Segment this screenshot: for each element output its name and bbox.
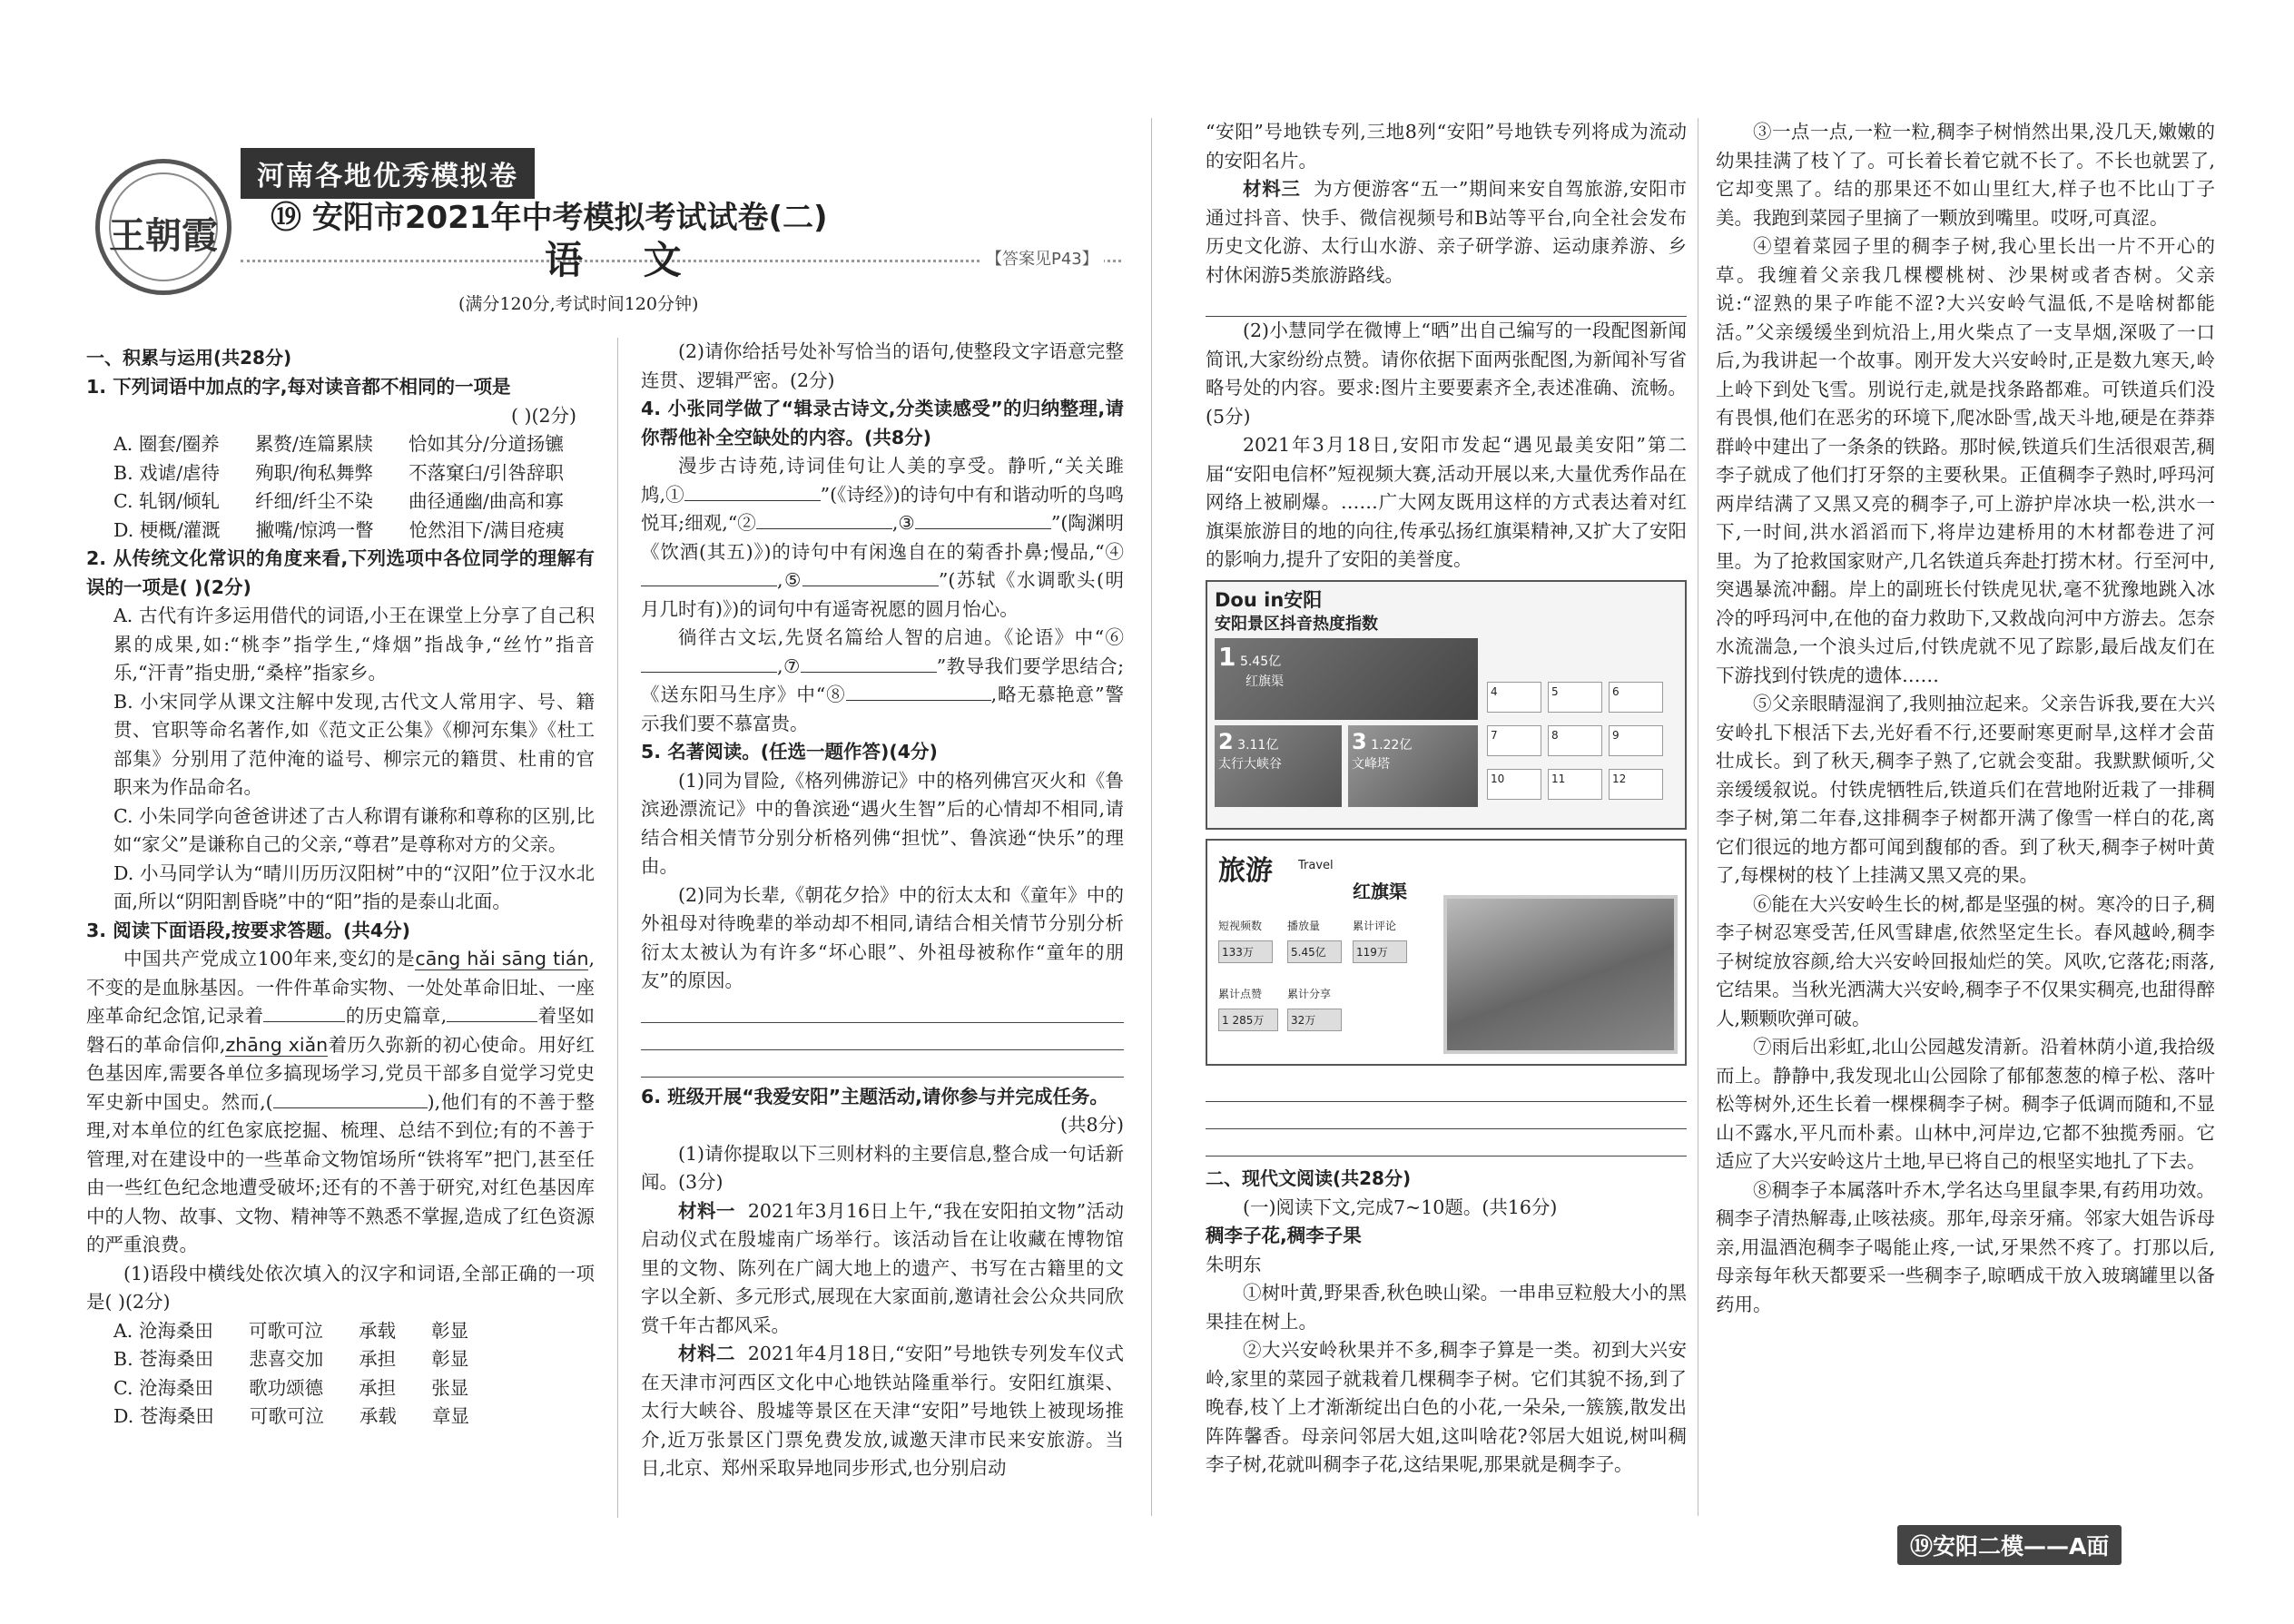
answer-line[interactable] <box>641 1023 1124 1050</box>
essay-paragraph-6: ⑥能在大兴安岭生长的树,都是坚强的树。寒冷的日子,稠李子树忍寒受苦,任风雪肆虐,依然坚定生长。春风越岭,稠李子树绽放容颜,给大兴安岭回报灿烂的笑。风吹,它落花;雨落,它结果。当秋光洒满大兴安岭,稠李子不仅果实稠亮,也甜得醉人,颗颗吹弹可破。 <box>1716 892 2215 1029</box>
answer-line[interactable] <box>1206 290 1687 317</box>
stat-label: 播放量 <box>1287 919 1321 932</box>
option-d: D. 苍海桑田 可歌可泣 承载 章显 <box>113 1405 470 1427</box>
section-title-2: 二、现代文阅读(共28分) <box>1206 1166 1412 1189</box>
question-3-sub-1: (1)语段中横线处依次填入的汉字和词语,全部正确的一项是( )(2分) <box>86 1262 595 1313</box>
essay-title: 稠李子花,稠李子果 <box>1206 1225 1362 1246</box>
material-3: 材料三 为方便游客“五一”期间来安自驾旅游,安阳市通过抖音、快手、微信视频号和B站等平台,向全社会发布历史文化游、太行山水游、亲子研学游、运动康养游、乡村休闲游5类旅游路线。 <box>1206 178 1687 286</box>
column-divider <box>617 338 618 1518</box>
reading-instruction: (一)阅读下文,完成7~10题。(共16分) <box>1243 1196 1558 1218</box>
travel-card <box>1206 839 1687 1066</box>
subject-title: 语 文 <box>545 238 705 282</box>
blank-4[interactable] <box>641 566 777 586</box>
question-4-passage-1: 漫步古诗苑,诗词佳句让人美的享受。静听,“关关雎鸠,① ”(《诗经》)的诗句中有和谐动听的鸟鸣悦耳;细观,“② ,③ ”(陶渊明《饮酒(其五)》)的诗句中有闲逸自在的菊香扑鼻;慢品,“④,⑤ ”(苏轼《水调歌头(明月几时有)》)的词句中有遥寄祝愿的圆月怡心。 <box>641 455 1124 620</box>
blank-8[interactable] <box>846 681 991 701</box>
option-b: B. 苍海桑田 悲喜交加 承担 彰显 <box>113 1348 469 1370</box>
rank-3-tile: 3 1.22亿 文峰塔 <box>1348 725 1478 807</box>
question-2-option-c: C. 小朱同学向爸爸讲述了古人称谓有谦称和尊称的区别,比如“家父”是谦称自己的父亲,“尊君”是尊称对方的父亲。 <box>113 804 595 855</box>
material-2-continued: “安阳”号地铁专列,三地8列“安阳”号地铁专列将成为流动的安阳名片。 <box>1206 121 1687 172</box>
option-c: C. 轧钢/倾轧 纤细/纤尘不染 曲径通幽/曲高和寡 <box>113 490 564 512</box>
section-title-1: 一、积累与运用(共28分) <box>86 347 292 369</box>
rank-1-tile: 1 5.45亿 红旗渠 <box>1215 638 1478 720</box>
option-a: A. 圈套/圈养 累赘/连篇累牍 恰如其分/分道扬镳 <box>113 433 564 455</box>
essay-paragraph-3: ③一点一点,一粒一粒,稠李子树悄然出果,没几天,嫩嫩的幼果挂满了枝丫了。可长着长着它就不长了。不长也就罢了,它却变黑了。结的那果还不如山里红大,样子也不比山丁子美。我跑到菜园子里摘了一颗放到嘴里。哎呀,可真涩。 <box>1716 121 2215 229</box>
material-2: 材料二 2021年4月18日,“安阳”号地铁专列发车仪式在天津市河西区文化中心地铁站隆重举行。安阳红旗渠、太行大峡谷、殷墟等景区在天津“安阳”号地铁上被现场推介,近万张景区门票免费发放,诚邀天津市民来安旅游。当日,北京、郑州采取异地同步形式,也分别启动 <box>641 1343 1124 1479</box>
scenic-photo <box>1443 895 1678 1054</box>
question-5-option-2: (2)同为长辈,《朝花夕拾》中的衍太太和《童年》中的外祖母对待晚辈的举动却不相同,请结合相关情节分别分析衍太太被认为有许多“坏心眼”、外祖母被称作“童年的朋友”的原因。 <box>641 883 1124 991</box>
rank-small-tile: 4 <box>1487 682 1541 713</box>
blank-5[interactable] <box>802 566 939 586</box>
answer-line[interactable] <box>641 1050 1124 1078</box>
rank-2-tile: 2 3.11亿 太行大峡谷 <box>1215 725 1342 807</box>
page-footer-badge: ⑲安阳二模——A面 <box>1897 1525 2122 1565</box>
essay-paragraph-7: ⑦雨后出彩虹,北山公园越发清新。沿着林荫小道,我拾级而上。静静中,我发现北山公园除了郁郁葱葱的樟子松、落叶松等树外,还生长着一棵棵稠李子树。稠李子低调而随和,不显山不露水,平凡而朴素。山林中,河岸边,它都不独揽秀丽。它适应了大兴安岭这片土地,早已将自己的根坚实地扎了下去。 <box>1716 1036 2215 1172</box>
travel-en-label: Travel <box>1298 858 1334 872</box>
series-banner: 河南各地优秀模拟卷 <box>241 148 535 199</box>
stat-value: 133万 <box>1218 940 1273 963</box>
rank-small-tile: 5 <box>1548 682 1602 713</box>
blank-3[interactable] <box>447 1002 537 1022</box>
rank-small-tile: 6 <box>1609 682 1663 713</box>
blank-6[interactable] <box>641 653 777 673</box>
score-info: (满分120分,考试时间120分钟) <box>458 294 699 314</box>
question-3-passage: 中国共产党成立100年来,变幻的是cāng hǎi sāng tián,不变的是血脉基因。一件件革命实物、一处处革命旧址、一座座革命纪念馆,记录着 的历史篇章, 着坚如磐石的革命信仰,zhāng xiǎn着历久弥新的初心使命。用好红色基因库,需要各单位多搞现场学习,党员干部多自觉学习党史军史新中国史。然而,( ),他们有的不善于整理,对本单位的红色家底挖掘、梳理、总结不到位;有的不善于管理,对在建设中的一些革命文物馆场所“铁将军”把门,甚至任由一些红色纪念地遭受破坏;还有的不善于研究,对红色基因库中的人物、故事、文物、精神等不熟悉不掌握,造成了红色资源的严重浪费。 <box>86 948 595 1255</box>
news-draft: 2021年3月18日,安阳市发起“遇见最美安阳”第二届“安阳电信杯”短视频大赛,活动开展以来,大量优秀作品在网络上被刷爆。……广大网友既用这样的方式表达着对红旗渠旅游目的地的向往,传承弘扬红旗渠精神,又扩大了安阳的影响力,提升了安阳的美誉度。 <box>1206 434 1687 570</box>
douyin-heat-card <box>1206 580 1687 830</box>
blank-2[interactable] <box>263 1002 345 1022</box>
question-5-option-1: (1)同为冒险,《格列佛游记》中的格列佛宫灭火和《鲁滨逊漂流记》中的鲁滨逊“遇火生智”后的心情却不相同,请结合相关情节分别分析格列佛“担忧”、鲁滨逊“快乐”的理由。 <box>641 769 1124 877</box>
essay-author: 朱明东 <box>1206 1253 1262 1275</box>
question-3: 3. 阅读下面语段,按要求答题。(共4分) <box>86 919 410 941</box>
stat-value: 1 285万 <box>1218 1009 1278 1031</box>
card-subtitle: 安阳景区抖音热度指数 <box>1215 614 1378 634</box>
publisher-logo <box>95 159 231 295</box>
rank-small-tile: 9 <box>1609 725 1663 756</box>
question-1-options <box>86 430 595 545</box>
answer-reference: 【答案见P43】 <box>980 246 1104 270</box>
column-b <box>641 338 1124 1536</box>
stat-label: 累计分享 <box>1287 987 1332 1000</box>
question-3-options <box>86 1317 595 1432</box>
question-5: 5. 名著阅读。(任选一题作答)(4分) <box>641 741 938 763</box>
column-divider <box>1151 118 1152 1516</box>
stat-value: 32万 <box>1287 1009 1342 1031</box>
essay-paragraph-5: ⑤父亲眼睛湿润了,我则抽泣起来。父亲告诉我,要在大兴安岭扎下根活下去,光好看不行,还要耐寒更耐旱,这样才会苗壮成长。到了秋天,稠李子熟了,它就会变甜。我默默倾听,父亲缓缓叙说。付铁虎牺牲后,铁道兵们在营地附近栽了一排稠李子树,第二年春,这排稠李子树都开满了像雪一样白的花,离它们很远的地方都可闻到馥郁的香。到了秋天,稠李子树叶黄了,每棵树的枝丫上挂满又黑又亮的果。 <box>1716 693 2215 886</box>
question-2-option-a: A. 古代有许多运用借代的词语,小王在课堂上分享了自己积累的成果,如:“桃李”指学生,“烽烟”指战争,“丝竹”指音乐,“汗青”指史册,“桑梓”指家乡。 <box>113 605 595 684</box>
stat-label: 短视频数 <box>1218 919 1263 932</box>
travel-label: 旅游 <box>1218 854 1273 887</box>
rank-small-tile: 8 <box>1548 725 1602 756</box>
stat-value: 119万 <box>1353 940 1407 963</box>
essay-paragraph-1: ①树叶黄,野果香,秋色映山梁。一串串豆粒般大小的黑果挂在树上。 <box>1206 1282 1687 1333</box>
stat-label: 累计评论 <box>1353 919 1397 932</box>
question-1-score: ( )(2分) <box>510 404 576 427</box>
question-2-option-b: B. 小宋同学从课文注解中发现,古代文人常用字、号、籍贯、官职等命名著作,如《范文正公集》《柳河东集》《杜工部集》分别用了范仲淹的谥号、柳宗元的籍贯、杜甫的官职来为作品命名。 <box>113 690 595 798</box>
question-6-sub-2: (2)小慧同学在微博上“晒”出自己编写的一段配图新闻简讯,大家纷纷点赞。请你依据下面两张配图,为新闻补写省略号处的内容。要求:图片主要要素齐全,表述准确、流畅。(5分) <box>1206 320 1687 428</box>
answer-line[interactable] <box>641 996 1124 1023</box>
exam-title: ⑲ 安阳市2021年中考模拟考试试卷(二) <box>271 200 828 236</box>
rank-small-tile: 10 <box>1487 769 1541 800</box>
option-b: B. 戏谑/虐待 殉职/徇私舞弊 不落窠臼/引咎辞职 <box>113 461 565 484</box>
question-1: 1. 下列词语中加点的字,每对读音都不相同的一项是 <box>86 376 511 398</box>
question-4: 4. 小张同学做了“辑录古诗文,分类读感受”的归纳整理,请你帮他补全空缺处的内容。(共8分) <box>641 398 1124 448</box>
rank-small-tile: 12 <box>1609 769 1663 800</box>
option-d: D. 梗概/灌溉 撇嘴/惊鸿一瞥 怆然泪下/满目疮痍 <box>113 518 565 541</box>
blank-2[interactable] <box>756 509 892 529</box>
blank-7[interactable] <box>801 653 937 673</box>
stat-value: 5.45亿 <box>1287 940 1342 963</box>
essay-paragraph-8: ⑧稠李子本属落叶乔木,学名达乌里鼠李果,有药用功效。稠李子清热解毒,止咳祛痰。那年,母亲牙痛。邻家大姐告诉母亲,用温酒泡稠李子喝能止疼,一试,牙果然不疼了。打那以后,母亲每年秋天都要采一些稠李子,晾晒成干放入玻璃罐里以备药用。 <box>1716 1178 2215 1315</box>
question-6-sub-1: (1)请你提取以下三则材料的主要信息,整合成一句话新闻。(3分) <box>641 1142 1124 1193</box>
blank-1[interactable] <box>684 481 821 501</box>
pinyin-blank-2: zhāng xiǎn <box>225 1033 329 1056</box>
spot-name: 红旗渠 <box>1353 880 1407 902</box>
question-4-passage-2: 徜徉古文坛,先贤名篇给人智的启迪。《论语》中“⑥,⑦ ”教导我们要学思结合;《送东阳马生序》中“⑧ ,略无慕艳意”警示我们要不慕富贵。 <box>641 626 1124 734</box>
blank-paren[interactable] <box>273 1088 428 1108</box>
material-1: 材料一 2021年3月16日上午,“我在安阳拍文物”活动启动仪式在殷墟南广场举行。该活动旨在让收藏在博物馆里的文物、陈列在广阔大地上的遗产、书写在古籍里的文字以全新、多元形式,展现在大家面前,邀请社会公众共同欣赏千年古都风采。 <box>641 1199 1124 1336</box>
option-a: A. 沧海桑田 可歌可泣 承载 彰显 <box>113 1319 469 1342</box>
question-6-score: (共8分) <box>1059 1114 1124 1136</box>
question-3-sub-2: (2)请你给括号处补写恰当的语句,使整段文字语意完整连贯、逻辑严密。(2分) <box>641 340 1124 391</box>
question-6: 6. 班级开展“我爱安阳”主题活动,请你参与并完成任务。 <box>641 1085 1108 1107</box>
pinyin-blank-1: cāng hǎi sāng tián <box>415 948 589 969</box>
rank-small-tile: 7 <box>1487 725 1541 756</box>
answer-line[interactable] <box>1206 1129 1687 1156</box>
essay-paragraph-4: ④望着菜园子里的稠李子树,我心里长出一片不开心的草。我缠着父亲我几棵樱桃树、沙果树或者杏树。父亲说:“涩熟的果子咋能不涩?大兴安岭气温低,不是啥树都能活。”父亲缓缓坐到炕沿上,用火柴点了一支旱烟,深吸了一口后,为我讲起一个故事。刚开发大兴安岭时,正是数九寒天,岭上岭下到处飞雪。別说行走,就是找条路都难。可铁道兵们没有畏惧,他们在恶劣的环境下,爬冰卧雪,战天斗地,硬是在莽莽群岭中建出了一条条的铁路。那时候,铁道兵们生活很艰苦,稠李子就成了他们打牙祭的主要秋果。正值稠李子熟时,呼玛河两岸结满了又黑又亮的稠李子,可上游护岸冰块一松,洪水一下,一时间,洪水滔滔而下,将岸边建桥用的木材都卷进了河里。为了抢救国家财产,几名铁道兵奔赴打捞木材。行至河中,突遇暴流冲翻。岸上的副班长付铁虎见状,毫不犹豫地跳入冰冷的呼玛河中,在他的奋力救助下,又救战向河中方游去。怎奈水流湍急,一个浪头过后,付铁虎就不见了踪影,最后战友们在下游找到付铁虎的遗体…… <box>1716 235 2215 686</box>
rank-small-tile: 11 <box>1548 769 1602 800</box>
column-c <box>1206 118 1687 1534</box>
card-title: Dou in安阳 <box>1215 588 1323 611</box>
logo-text: 王朝霞 <box>109 214 218 257</box>
question-2: 2. 从传统文化常识的角度来看,下列选项中各位同学的理解有误的一项是( )(2分) <box>86 547 595 598</box>
answer-line[interactable] <box>1206 1102 1687 1129</box>
essay-paragraph-2: ②大兴安岭秋果并不多,稠李子算是一类。初到大兴安岭,家里的菜园子就栽着几棵稠李子树。它们其貌不扬,到了晚春,枝丫上才渐渐绽出白色的小花,一朵朵,一簇簇,散发出阵阵馨香。母亲问邻居大姐,这叫啥花?邻居大姐说,树叫稠李子树,花就叫稠李子花,这结果呢,那果就是稠李子。 <box>1206 1339 1687 1475</box>
column-a <box>86 338 595 1536</box>
blank-3[interactable] <box>915 509 1051 529</box>
column-d <box>1716 118 2215 1521</box>
stat-label: 累计点赞 <box>1218 987 1263 1000</box>
option-c: C. 沧海桑田 歌功颂德 承担 张显 <box>113 1376 469 1399</box>
answer-line[interactable] <box>1206 1075 1687 1102</box>
question-2-option-d: D. 小马同学认为“晴川历历汉阳树”中的“汉阳”位于汉水北面,所以“阴阳割昏晓”中的“阳”指的是泰山北面。 <box>113 861 595 912</box>
